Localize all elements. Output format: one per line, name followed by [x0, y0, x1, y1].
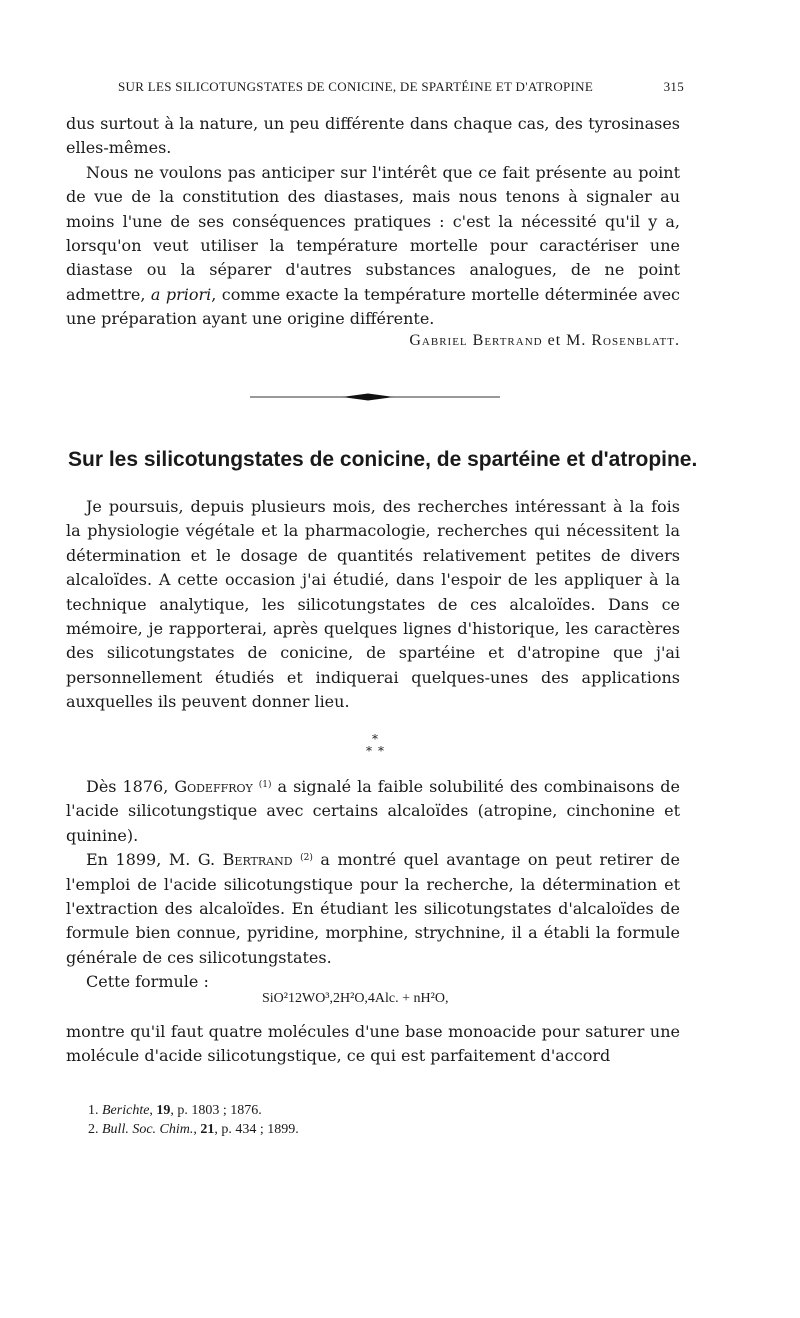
section-divider: [250, 392, 500, 402]
text-run: , comme exacte la température mortelle déterminée avec une préparation ayant une origine différente.: [66, 284, 681, 329]
chemical-formula: SiO²12WO³,2H²O,4Alc. + nH²O,: [262, 991, 449, 1006]
history-section: [66, 775, 680, 995]
page-number: 315: [663, 79, 684, 94]
text-run: a signalé la faible solubilité des combinaisons de l'acide silicotungstique avec certains alcaloïdes (atropine, cinchonine et quinine).: [66, 777, 680, 845]
footnote-number: 1.: [88, 1103, 99, 1118]
intro-paragraph: [66, 495, 680, 715]
paragraph-continuation: dus surtout à la nature, un peu différente dans chaque cas, des tyrosinases elles-mêmes.: [66, 114, 680, 158]
footnote-volume: 21: [200, 1122, 215, 1137]
cited-author: Godeffroy: [174, 777, 253, 796]
footnote-volume: 19: [156, 1103, 171, 1118]
footnote-source: Berichte: [102, 1103, 150, 1118]
italic-phrase: a priori: [150, 284, 212, 304]
text-run: Dès 1876,: [86, 777, 169, 796]
paragraph-bertrand: [66, 848, 680, 970]
svg-text:*: *: [378, 744, 384, 757]
text-run: a montré quel avantage on peut retirer de l'emploi de l'acide silicotungstique pour la recherche, la détermination et l'extraction des alcaloïdes. En étudiant les silicotungstates d'alcaloïdes de formule bien connue, pyridine, morphine, strychnine, il a établi la formule générale de ces silicotungstates.: [66, 850, 681, 967]
footnote-ref: (1): [258, 780, 272, 790]
running-head-title: SUR LES SILICOTUNGSTATES DE CONICINE, DE SPARTÉINE ET D'ATROPINE: [118, 79, 594, 94]
footnote-source: Bull. Soc. Chim.: [102, 1122, 194, 1137]
footnote-details: , p. 1803 ; 1876.: [170, 1103, 262, 1118]
article-title: Sur les silicotungstates de conicine, de spartéine et d'atropine.: [68, 448, 698, 471]
previous-article-end: [66, 112, 680, 332]
paragraph-intro: Je poursuis, depuis plusieurs mois, des recherches intéressant à la fois la physiologie végétale et la pharmacologie, recherches qui nécessitent la détermination et le dosage de quantités relativement petites de divers alcaloïdes. A cette occasion j'ai étudié, dans l'espoir de les appliquer à la technique analytique, les silicotungstates de ces alcaloïdes. Dans ce mémoire, je rapporterai, après quelques lignes d'historique, les caractères des silicotungstates de conicine, de spartéine et d'atropine que j'ai personnellement étudiés et indiquerai quelques-unes des applications auxquelles ils peuvent donner lieu.: [66, 497, 680, 712]
text-run: En 1899, M. G.: [86, 850, 216, 870]
svg-text:*: *: [366, 744, 372, 757]
paragraph-godeffroy: [66, 775, 680, 848]
asterism: [360, 733, 390, 757]
svg-text:*: *: [372, 733, 378, 746]
conclusion-paragraph: [66, 1020, 680, 1069]
paragraph-consequences: [66, 161, 680, 332]
cited-author: Bertrand: [222, 850, 293, 870]
footnote-number: 2.: [88, 1122, 99, 1137]
footnotes: [88, 1101, 299, 1139]
footnote-1: 1. Berichte, 19, p. 1803 ; 1876.: [88, 1103, 262, 1118]
footnote-2: 2. Bull. Soc. Chim., 21, p. 434 ; 1899.: [88, 1122, 299, 1137]
author-signature: [409, 332, 680, 350]
author-name: M. Rosenblatt.: [566, 332, 680, 349]
text-run: Nous ne voulons pas anticiper sur l'intérêt que ce fait présente au point de vue de la constitution des diastases, mais nous tenons à signaler au moins l'une de ses conséquences pratiques : c'est la nécessité qu'il y a, lorsqu'on veut utiliser la température mortelle pour caractériser une diastase ou la séparer d'autres substances analogues, de ne point admettre,: [66, 162, 680, 304]
formula-intro: Cette formule :: [86, 972, 209, 992]
conjunction: et: [547, 332, 562, 349]
footnote-ref: (2): [300, 853, 313, 864]
footnote-details: , p. 434 ; 1899.: [214, 1122, 299, 1137]
author-name: Gabriel Bertrand: [409, 332, 543, 349]
paragraph-conclusion: montre qu'il faut quatre molécules d'une base monoacide pour saturer une molécule d'acide silicotungstique, ce qui est parfaitement d'accord: [66, 1022, 680, 1066]
